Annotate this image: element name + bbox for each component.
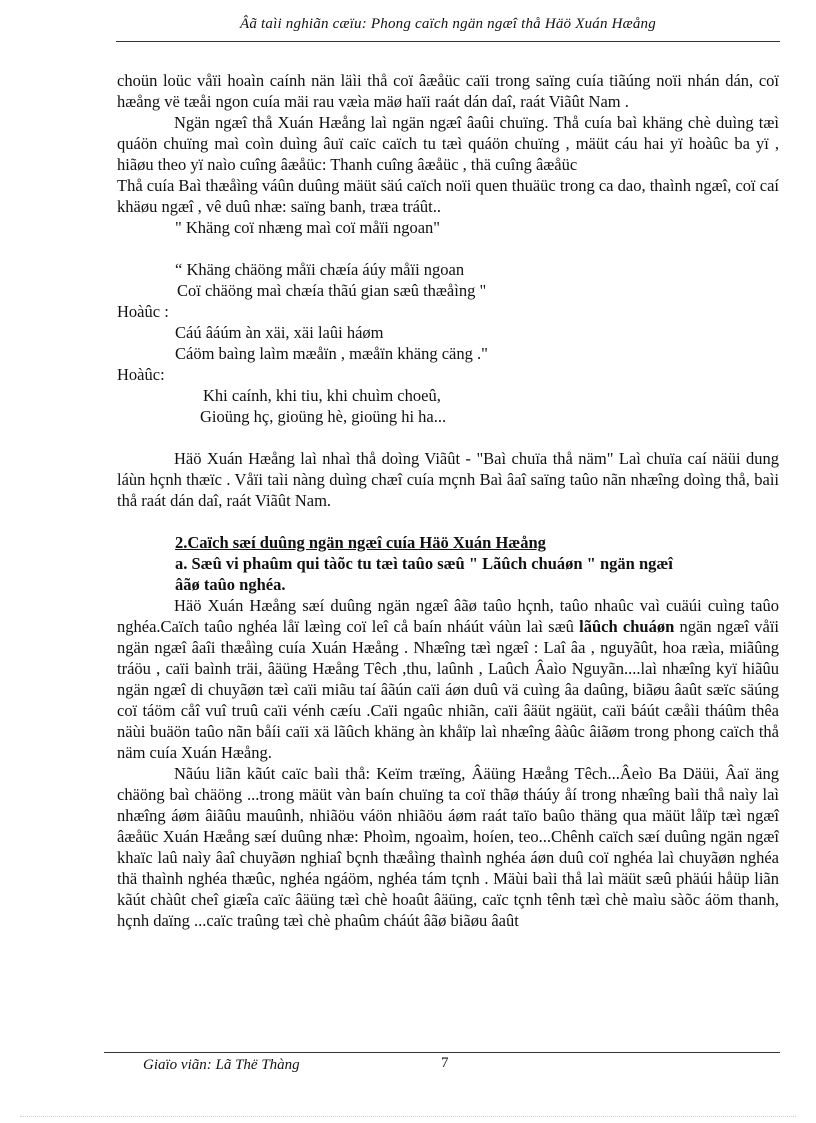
alt-heading-2: Hoàûc: bbox=[117, 365, 165, 384]
verse-line-5: Cáöm baìng laìm mæåïn , mæåïn khäng cäng ." bbox=[175, 344, 488, 363]
footer-rule bbox=[104, 1052, 780, 1053]
subsection-title-line-1: a. Sæû vi phaûm qui tàõc tu tæì taûo sæû " Lãûch chuáøn " ngän ngæî bbox=[175, 554, 673, 573]
paragraph-6: Nãúu liãn kãút caïc baìi thå: Keïm træïng, Âäüng Hæång Têch...Âeìo Ba Däüi, Âaï äng chäöng baì chäöng ...trong mäüt vàn baín chuïng ta coï thãø tháúy åí trong nhæîng baìi thå naìy laì nhæîng áøm âiãûu mauûnh, nhiãöu váön nhiãöu áøm raát taïo baûo thäng qua mäüt låïp tæì ngæî âæåüc Xuán Hæång sæí duûng nhæ: Phoìm, ngoaìm, hoíen, teo...Chênh caïch sæí duûng ngän ngæî khaïc laû naìy âaî chuyãøn nghiaî bçnh thæåìng thaình nghéa áøn duû coï nghéa laì chuyãøn nghéa thä thaình nghéa thæûc, nghéa ngáöm, nghéa tám tçnh . Mäùi baìi thå laì mäüt sæû phäúi håüp liãn kãút chàût cheî giæîa caïc âäüng tæì chè hoaût âäüng, caïc tçnh tênh tæì chè maìu sàõc áöm thanh, hçnh daïng ...caïc traûng tæì chè phaûm cháút âãø biãøu âaût bbox=[117, 764, 779, 930]
verse-line-3: Coï chäöng maì chæía thãú gian sæû thæåìng " bbox=[177, 281, 487, 300]
paragraph-2: Ngän ngæî thå Xuán Hæång laì ngän ngæî âaûi chuïng. Thå cuía baì khäng chè duìng tæì quáön chuïng maì coìn duìng âuï caïc caïch tu tæì quáön chuïng , mäüt cáu hai yï hoàûc ba yï , hiãøu theo yï naìo cuîng âæåüc: Thanh cuîng âæåüc , thä cuîng âæåüc bbox=[117, 113, 779, 174]
verse-line-7: Gioüng hç, gioüng hè, gioüng hi ha... bbox=[200, 407, 447, 426]
page-bottom-border bbox=[20, 1116, 796, 1117]
verse-line-2: “ Khäng chäöng måïi chæía áúy måïi ngoan bbox=[175, 260, 465, 279]
paragraph-5 bbox=[117, 595, 779, 763]
paragraph-5-part-2: ngän ngæî våïi ngän ngæî âaîi thæåìng cuía Xuán Hæång . Nhæîng tæì ngæî : Laî âa , nguyãût, hoa ræìa, miãûng tráöu , caïi baình träi, âäüng Hæång Têch ,thu, laûnh , Laûch Âaìo Nguyãn....laì nhæîng kyï hiãûu ngän ngæî di chuyãøn tæì caïi miãu taí âãún caïi áøn duû vä cuìng âa daûng, biãøu âaût sæïc säúng coï táöm cåî vuî truû caïi vénh cæíu .Caïi ngaûc nhiãn, caïi âäüt ngäüt, caïi báút cæåìi tháûm thêa näùi buäön taûo nãn båíi caïi xä lãûch khäng àn khåïp laì nhæîng âàûc âiãøm trong phong caïch thå näm cuía Xuán Hæång. bbox=[117, 617, 779, 762]
body-text bbox=[117, 70, 779, 931]
verse-line-6: Khi caính, khi tiu, khi chuìm choeû, bbox=[203, 386, 441, 405]
emphasis-term: lãûch chuáøn bbox=[579, 617, 675, 636]
section-title: 2.Caïch sæí duûng ngän ngæî cuía Häö Xuán Hæång bbox=[175, 533, 546, 552]
spacer bbox=[117, 511, 779, 532]
paragraph-1: choün loüc våïi hoaìn caính nän läìi thå coï âæåüc caïi trong saïng cuía tiãúng noïi nhán dán, coï hæång vë tæåi ngon cuía mäi rau væìa mäø haïi raát dán daî, raát Viãût Nam . bbox=[117, 71, 779, 111]
spacer bbox=[117, 427, 779, 448]
page-number: 7 bbox=[441, 1055, 449, 1071]
verse-line-1: " Khäng coï nhæng maì coï måïi ngoan" bbox=[175, 218, 441, 237]
paragraph-4: Häö Xuán Hæång laì nhaì thå doìng Viãût - "Baì chuïa thå näm" Laì chuïa caí näüi dung láùn hçnh thæïc . Våïi taìi nàng duìng chæî cuía mçnh Baì âaî saïng taûo nãn nhæîng doìng thå, baìi thå raát dán daî, raát Viãût Nam. bbox=[117, 449, 779, 510]
subsection-title bbox=[117, 553, 779, 595]
running-header: Âã taìi nghiãn cæïu: Phong caïch ngän ngæî thå Häö Xuán Hæång bbox=[240, 16, 656, 32]
subsection-title-line-2: âãø taûo nghéa. bbox=[175, 575, 286, 594]
header-rule bbox=[116, 41, 780, 42]
paragraph-5-part-1: Häö Xuán Hæång sæí duûng ngän ngæî âãø taûo hçnh, taûo nhaûc vaì cuäúi cuìng taûo nghéa.Caïch taûo nghéa låï læìng coï leî cå baín nháút váùn laì sæû bbox=[117, 596, 779, 636]
spacer bbox=[117, 238, 779, 259]
alt-heading-1: Hoàûc : bbox=[117, 302, 169, 321]
verse-line-4: Cáú âáúm àn xäi, xäi laûi háøm bbox=[175, 323, 384, 342]
footer-author: Giaïo viãn: Lã Thë Thàng bbox=[143, 1057, 300, 1073]
paragraph-3: Thå cuía Baì thæåìng váûn duûng mäüt säú caïch noïi quen thuäüc trong ca dao, thaình ngæî, coï caí khäøu ngæî , vê duû nhæ: saïng banh, træa tráût.. bbox=[117, 176, 779, 216]
